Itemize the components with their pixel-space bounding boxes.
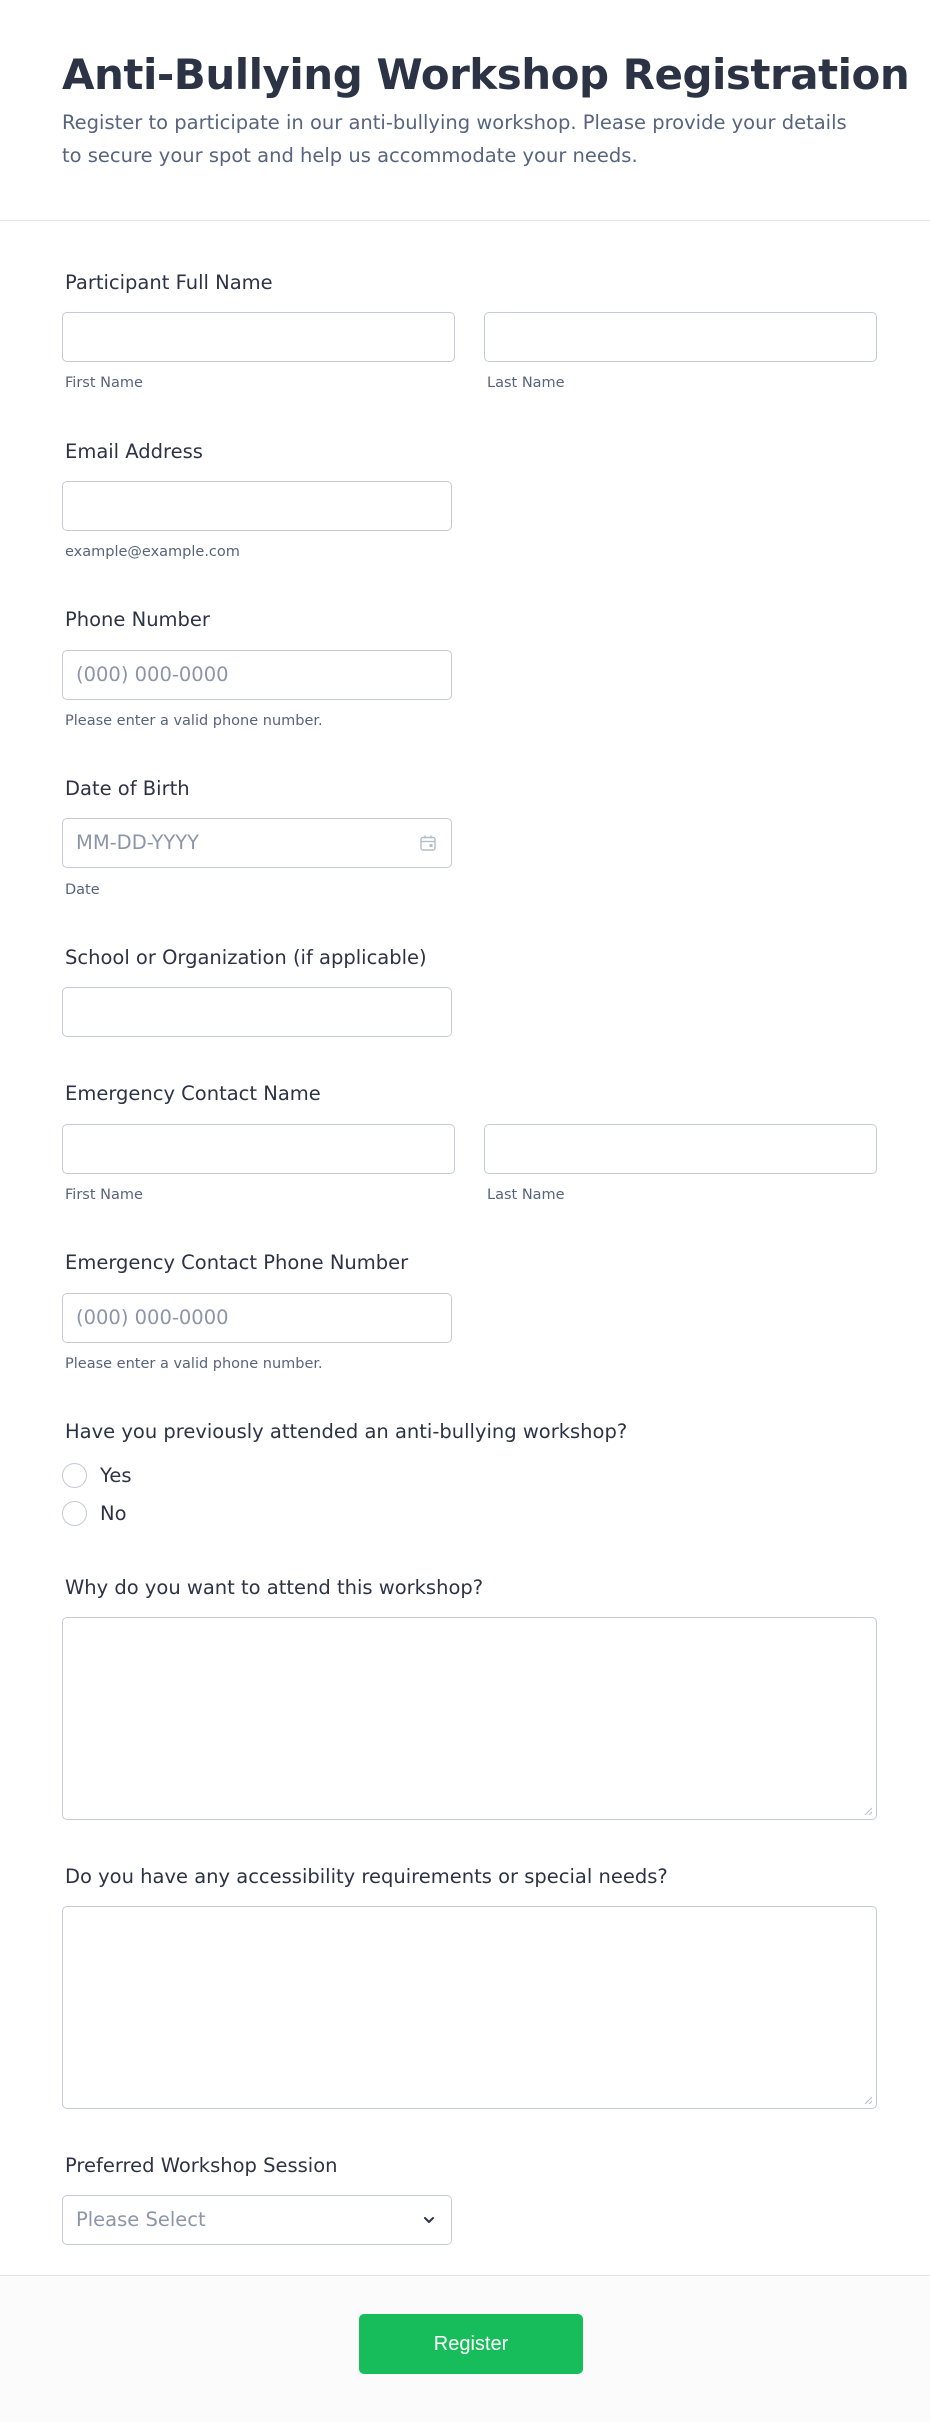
dob-sublabel: Date <box>65 882 100 898</box>
why-attend-label: Why do you want to attend this workshop? <box>65 1576 484 1599</box>
participant-last-name-sublabel: Last Name <box>487 375 565 391</box>
session-label: Preferred Workshop Session <box>65 2154 338 2177</box>
register-button[interactable]: Register <box>359 2314 583 2374</box>
calendar-icon[interactable] <box>419 834 437 852</box>
attended-before-label: Have you previously attended an anti-bullying workshop? <box>65 1420 628 1443</box>
school-input[interactable] <box>62 987 452 1037</box>
emergency-name-label: Emergency Contact Name <box>65 1082 321 1105</box>
session-placeholder: Please Select <box>76 2208 206 2231</box>
emergency-first-name-sublabel: First Name <box>65 1187 143 1203</box>
form-header <box>0 0 930 221</box>
accessibility-label: Do you have any accessibility requirements or special needs? <box>65 1865 668 1888</box>
school-label: School or Organization (if applicable) <box>65 946 427 969</box>
accessibility-textarea[interactable] <box>62 1906 877 2109</box>
resize-grip-icon[interactable] <box>863 2095 873 2105</box>
emergency-phone-input[interactable] <box>62 1293 452 1343</box>
dob-input[interactable] <box>62 818 452 868</box>
participant-last-name-input[interactable] <box>484 312 877 362</box>
emergency-first-name-input[interactable] <box>62 1124 455 1174</box>
email-sublabel: example@example.com <box>65 544 240 560</box>
emergency-phone-label: Emergency Contact Phone Number <box>65 1251 409 1274</box>
form-description: Register to participate in our anti-bullying workshop. Please provide your details to secure your spot and help us accommodate your needs. <box>62 111 847 167</box>
radio-option-yes[interactable] <box>62 1461 131 1489</box>
emergency-last-name-input[interactable] <box>484 1124 877 1174</box>
radio-option-no[interactable] <box>62 1499 127 1527</box>
participant-name-label: Participant Full Name <box>65 271 273 294</box>
emergency-phone-sublabel: Please enter a valid phone number. <box>65 1356 323 1372</box>
dob-placeholder: MM-DD-YYYY <box>76 831 200 854</box>
email-input[interactable] <box>62 481 452 531</box>
emergency-last-name-sublabel: Last Name <box>487 1187 565 1203</box>
dob-label: Date of Birth <box>65 777 190 800</box>
radio-label-no: No <box>100 1501 127 1525</box>
phone-input[interactable] <box>62 650 452 700</box>
participant-first-name-input[interactable] <box>62 312 455 362</box>
why-attend-textarea[interactable] <box>62 1617 877 1820</box>
participant-first-name-sublabel: First Name <box>65 375 143 391</box>
session-select[interactable] <box>62 2195 452 2245</box>
emergency-phone-placeholder: (000) 000-0000 <box>76 1306 229 1329</box>
phone-sublabel: Please enter a valid phone number. <box>65 713 323 729</box>
phone-label: Phone Number <box>65 608 210 631</box>
chevron-down-icon <box>421 2212 437 2228</box>
radio-button[interactable] <box>62 1501 87 1526</box>
radio-label-yes: Yes <box>100 1463 132 1487</box>
email-label: Email Address <box>65 440 203 463</box>
radio-button[interactable] <box>62 1463 87 1488</box>
form-title: Anti-Bullying Workshop Registration <box>62 50 910 99</box>
phone-placeholder: (000) 000-0000 <box>76 663 229 686</box>
resize-grip-icon[interactable] <box>863 1806 873 1816</box>
